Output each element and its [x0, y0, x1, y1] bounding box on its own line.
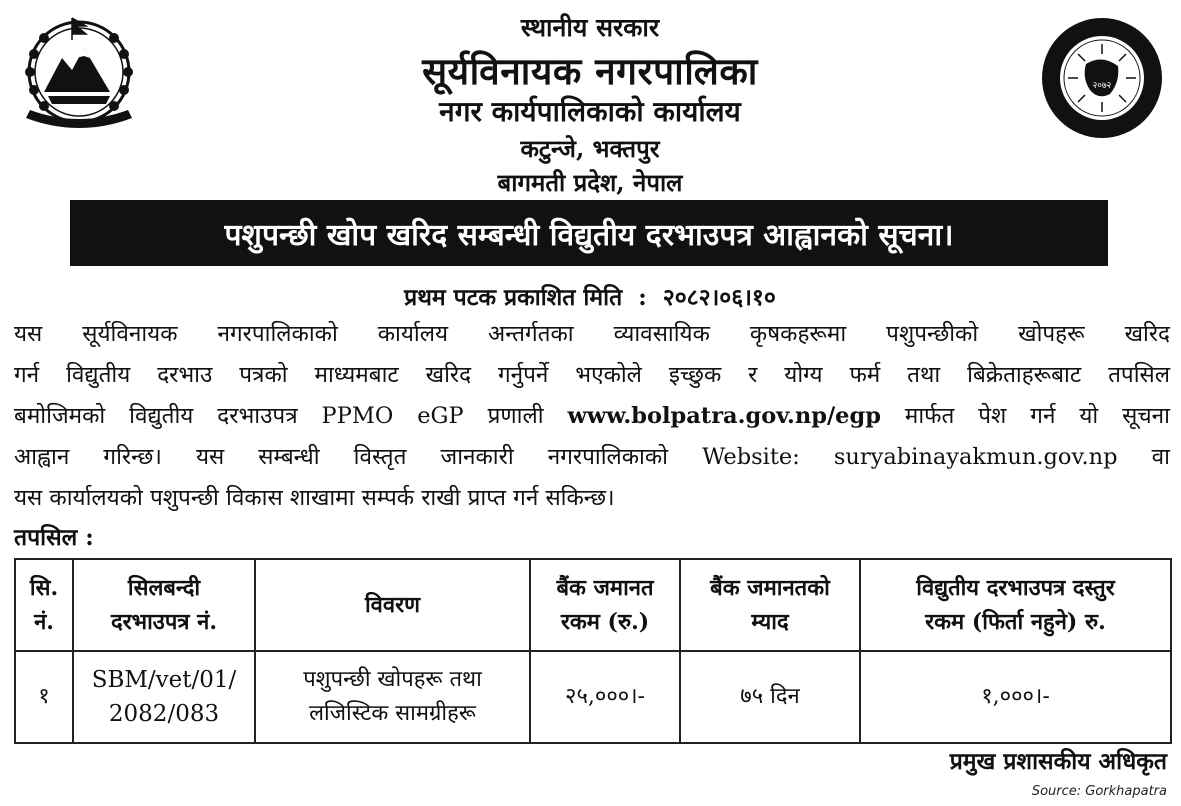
body-line-3-end: मार्फत पेश गर्न यो सूचना — [904, 403, 1170, 429]
province-country: बागमती प्रदेश, नेपाल — [497, 168, 683, 197]
notice-body — [14, 314, 1170, 519]
cell-bid-no: SBM/vet/01/ 2082/083 — [73, 651, 255, 743]
cell-description: पशुपन्छी खोपहरू तथा लजिस्टिक सामग्रीहरू — [255, 651, 530, 743]
cell-sn: १ — [15, 651, 73, 743]
body-line-5: यस कार्यालयको पशुपन्छी विकास शाखामा सम्पर्क राखी प्राप्त गर्न सकिन्छ। — [14, 485, 615, 511]
table-header-row — [15, 559, 1171, 651]
header-fee: विद्युतीय दरभाउपत्र दस्तुर रकम (फिर्ता नहुने) रु. — [860, 559, 1171, 651]
publication-date: २०८२।०६।१० — [662, 284, 776, 311]
schedule-label: तपसिल : — [14, 524, 94, 551]
header-guarantee-amount: बैंक जमानत रकम (रु.) — [530, 559, 680, 651]
table-row — [15, 651, 1171, 743]
municipality-name: सूर्यविनायक नगरपालिका — [422, 50, 758, 93]
office-name: नगर कार्यपालिकाको कार्यालय — [439, 95, 741, 128]
publication-date-separator: : — [638, 284, 647, 311]
svg-text:२०७२: २०७२ — [1092, 81, 1112, 91]
government-label: स्थानीय सरकार — [520, 13, 660, 42]
body-line-4: आह्वान गरिन्छ। यस सम्बन्धी विस्तृत जानकारी नगरपालिकाको Website: suryabinayakmun.gov.np वा — [14, 444, 1170, 470]
body-line-2: गर्न विद्युतीय दरभाउ पत्रको माध्यमबाट खरिद गर्नुपर्ने भएकोले इच्छुक र योग्य फर्म तथा बिक्रेताहरूबाट तपसिल — [14, 362, 1170, 388]
egp-url-link[interactable]: www.bolpatra.gov.np/egp — [567, 403, 881, 429]
header-bid-no: सिलबन्दी दरभाउपत्र नं. — [73, 559, 255, 651]
body-line-3 — [14, 396, 1170, 437]
cell-guarantee-amount: २५,०००।- — [530, 651, 680, 743]
office-address: कटुन्जे, भक्तपुर — [520, 134, 660, 163]
publication-date-label: प्रथम पटक प्रकाशित मिति — [404, 284, 623, 311]
notice-title: पशुपन्छी खोप खरिद सम्बन्धी विद्युतीय दरभाउपत्र आह्वानको सूचना। — [70, 200, 1108, 266]
bid-details-table — [14, 558, 1172, 744]
body-line-1: यस सूर्यविनायक नगरपालिकाको कार्यालय अन्तर्गतका व्यावसायिक कृषकहरूमा पशुपन्छीको खोपहरू खरिद — [14, 321, 1170, 347]
nepal-emblem-icon — [14, 14, 144, 139]
publication-date-line — [200, 280, 980, 312]
signatory: प्रमुख प्रशासकीय अधिकृत — [949, 748, 1167, 775]
header-description: विवरण — [255, 559, 530, 651]
cell-fee: १,०००।- — [860, 651, 1171, 743]
header-guarantee-validity: बैंक जमानतको म्याद — [680, 559, 860, 651]
municipality-seal-icon — [1040, 16, 1164, 140]
source-credit: Source: Gorkhapatra — [1031, 784, 1167, 799]
body-line-3-start: बमोजिमको विद्युतीय दरभाउपत्र PPMO eGP प्रणाली — [14, 403, 544, 429]
header-sn: सि. नं. — [15, 559, 73, 651]
cell-guarantee-validity: ७५ दिन — [680, 651, 860, 743]
